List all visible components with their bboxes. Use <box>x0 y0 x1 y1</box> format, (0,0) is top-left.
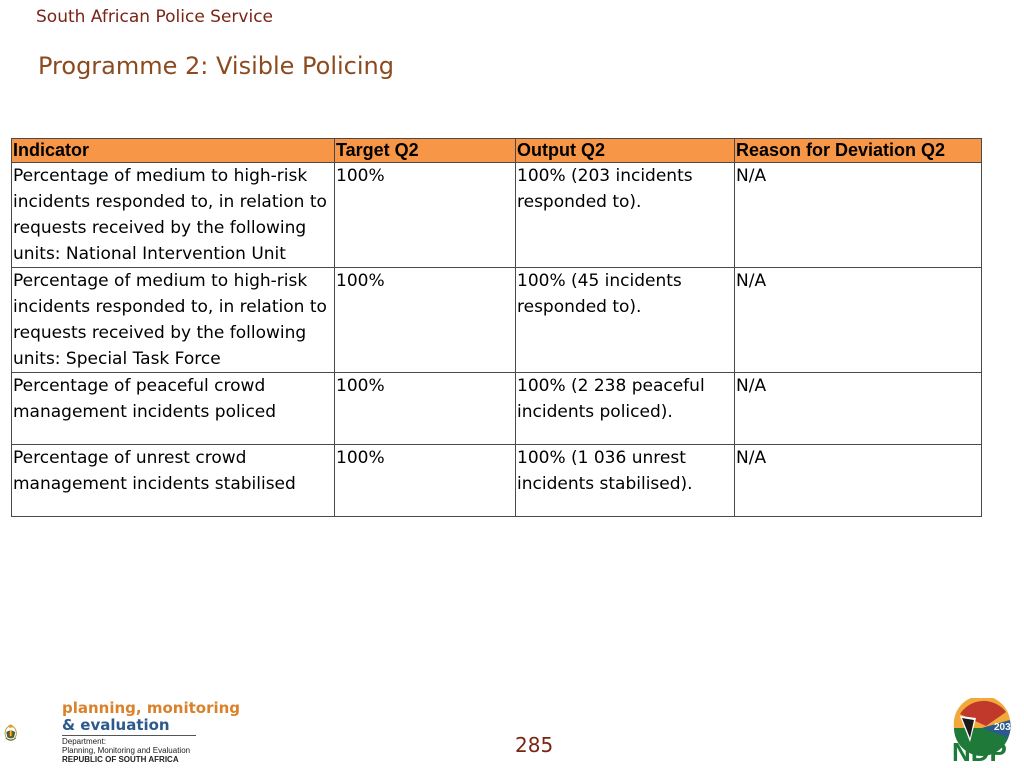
dpme-logo-line2: & evaluation <box>62 716 170 734</box>
dpme-dept-label: Department: <box>62 737 107 746</box>
output-cell: 100% (203 incidents responded to). <box>516 163 735 268</box>
indicator-cell: Percentage of medium to high-risk incidents responded to, in relation to requests received by the following units: National Intervention Unit <box>12 163 335 268</box>
reason-cell: N/A <box>735 445 982 517</box>
output-cell: 100% (45 incidents responded to). <box>516 268 735 373</box>
dpme-country: REPUBLIC OF SOUTH AFRICA <box>62 755 179 764</box>
target-cell: 100% <box>335 268 516 373</box>
indicator-cell: Percentage of peaceful crowd management incidents policed <box>12 373 335 445</box>
target-cell: 100% <box>335 373 516 445</box>
table-header-row <box>12 139 982 163</box>
ndp-2030-logo-icon <box>946 698 1016 764</box>
ndp-year: 2030 <box>994 722 1016 733</box>
dpme-dept-name: Planning, Monitoring and Evaluation <box>62 746 191 755</box>
page-title: Programme 2: Visible Policing <box>38 52 394 80</box>
target-cell: 100% <box>335 163 516 268</box>
coat-of-arms-icon <box>4 700 60 766</box>
target-cell: 100% <box>335 445 516 517</box>
indicator-table <box>11 138 982 517</box>
organisation-name: South African Police Service <box>36 7 274 27</box>
dpme-logo-line1: planning, monitoring <box>62 699 241 717</box>
reason-cell: N/A <box>735 163 982 268</box>
table-row <box>12 163 982 268</box>
column-header-indicator: Indicator <box>12 139 335 163</box>
indicator-cell: Percentage of medium to high-risk incidents responded to, in relation to requests received by the following units: Special Task Force <box>12 268 335 373</box>
table-row <box>12 268 982 373</box>
reason-cell: N/A <box>735 373 982 445</box>
ndp-letters: NDP <box>952 737 1007 764</box>
table-row <box>12 373 982 445</box>
column-header-target: Target Q2 <box>335 139 516 163</box>
output-cell: 100% (1 036 unrest incidents stabilised). <box>516 445 735 517</box>
dpme-logo-divider <box>62 735 196 736</box>
column-header-reason: Reason for Deviation Q2 <box>735 139 982 163</box>
table-row <box>12 445 982 517</box>
page-number: 285 <box>515 733 554 757</box>
indicator-cell: Percentage of unrest crowd management incidents stabilised <box>12 445 335 517</box>
column-header-output: Output Q2 <box>516 139 735 163</box>
reason-cell: N/A <box>735 268 982 373</box>
output-cell: 100% (2 238 peaceful incidents policed). <box>516 373 735 445</box>
